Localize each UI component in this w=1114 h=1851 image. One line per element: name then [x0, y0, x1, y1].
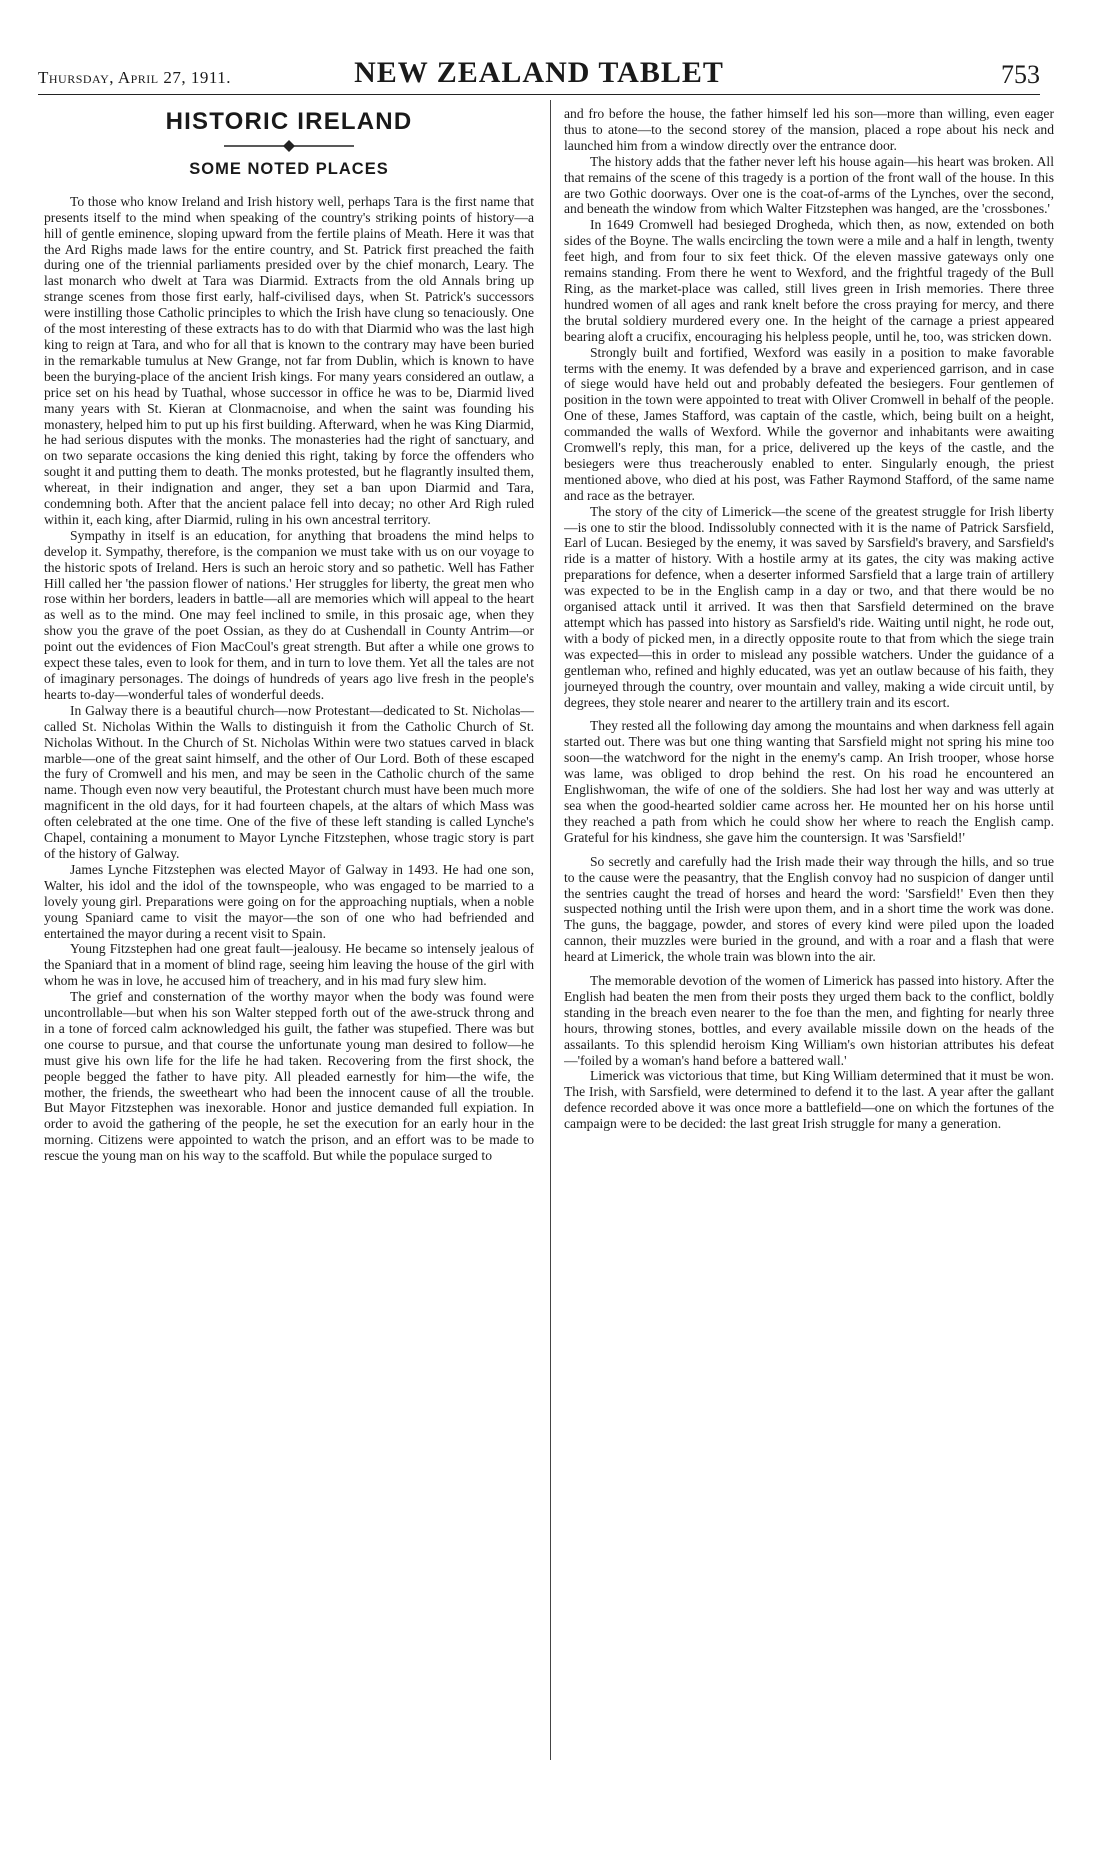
issue-date: Thursday, April 27, 1911.	[38, 68, 232, 87]
article-title: HISTORIC IRELAND	[165, 108, 413, 135]
paragraph: James Lynche Fitzstephen was elected Mayor of Galway in 1493. He had one son, Walter, his idol and the idol of the townspeople, who was engaged to be married to a lovely young girl. Preparations were going on for the approaching nuptials, when a noble young Spaniard came to visit the mayor—the son of one who had befriended and entertained the mayor during a recent visit to Spain.	[44, 861, 534, 941]
paragraph: Sympathy in itself is an education, for anything that broadens the mind helps to develop it. Sympathy, therefore, is the companion we must take with us on our voyage to the historic spots of Ireland. Hers is such an heroic story and so pathetic. Well has Father Hill called her 'the passion flower of nations.' Her struggles for liberty, the great men who rose within her borders, leaders in battle—all are memories which will appeal to the heart as well as to the mind. One may feel inclined to smile, in this prosaic age, when they show you the grave of the poet Ossian, as they do at Cushendall in County Antrim—or point out the evidences of Fion MacCoul's great strength. But after a while one grows to expect these tales, even to look for them, and in turn to love them. Yet all the tales are not of imaginary personages. The doings of hundreds of years ago live fresh in the people's hearts to-day—wonderful tales of wonderful deeds.	[44, 527, 534, 702]
paragraph: The memorable devotion of the women of Limerick has passed into history. After the English had beaten the men from their posts they urged them back to the conflict, boldly standing in the breach even nearer to the foe than the men, and fighting for nearly three hours, throwing stones, bottles, and every available missile down on the heads of the assailants. To this splendid heroism King William's own historian attributes his defeat—'foiled by a woman's hand before a battered wall.'	[564, 973, 1054, 1068]
paragraph: In 1649 Cromwell had besieged Drogheda, which then, as now, extended on both sides of the Boyne. The walls encircling the town were a mile and a half in length, twenty feet high, and from four to six feet thick. Of the eleven massive gateways only one remains standing. From there he went to Wexford, and the frightful tragedy of the Bull Ring, as the market-place was called, still lives green in Irish memories. There three hundred women of all ages and rank knelt before the cross praying for mercy, and there the brutal soldiery murdered every one. In the height of the carnage a priest appeared bearing aloft a crucifix, encouraging his helpless people, until he, too, was stricken down.	[564, 217, 1054, 344]
paragraph: To those who know Ireland and Irish history well, perhaps Tara is the first name that presents itself to the mind when speaking of the country's striking points of history—a hill of gentle eminence, sloping upward from the fertile plains of Meath. Here it was that the Ard Righs made laws for the entire country, and St. Patrick first preached the faith during one of the triennial parliaments presided over by the chief monarch, Leary. The last monarch who dwelt at Tara was Diarmid. Extracts from the old Annals bring up strange scenes from those first early, half-civilised days, when St. Patrick's successors were instilling those Catholic principles to which the Irish have clung so tenaciously. One of the most interesting of these extracts has to do with that Diarmid who was the last high king to reign at Tara, and who for all that is known to the contrary may have been buried in the remarkable tumulus at New Grange, not far from Dublin, which is known to have been the burying-place of the ancient Irish kings. For many years considered an outlaw, a price set on his head by Tuathal, whose successor in office he was to be, Diarmid lived many years with St. Kieran at Clonmacnoise, and when the saint was founding his monastery, helped him to put up his first building. Afterward, when he was King Diarmid, he had serious disputes with the monks. The monasteries had the right of sanctuary, and on two separate occasions the king denied this right, taking by force the offenders who sought it and putting them to death. The monks protested, but he flagrantly insulted them, whereat, in their indignation and anger, they set a ban upon Diarmid and Tara, condemning both. After that the ancient palace fell into decay; no other Ard Righ ruled within it, each king, after Diarmid, ruling in his own ancestral territory.	[44, 193, 534, 527]
publication-title: NEW ZEALAND TABLET	[354, 56, 724, 89]
left-column	[44, 104, 534, 1784]
paragraph: In Galway there is a beautiful church—now Protestant—dedicated to St. Nicholas—called St. Nicholas Within the Walls to distinguish it from the Catholic Church of St. Nicholas Without. In the Church of St. Nicholas Within were two statues carved in black marble—one of the great saint himself, and the other of Our Lord. Both of these escaped the fury of Cromwell and his men, and may be seen in the Catholic church of the same name. Though even now very beautiful, the Protestant church must have been much more magnificent in the old days, for it had fourteen chapels, at the altars of which Mass was often celebrated at the one time. One of the five of these left standing is called Lynche's Chapel, containing a monument to Mayor Lynche Fitzstephen, whose tragic story is part of the history of Galway.	[44, 702, 534, 861]
masthead-rule	[38, 94, 1040, 95]
paragraph: and fro before the house, the father himself led his son—more than willing, even eager thus to atone—to the second storey of the mansion, placed a rope about his neck and launched him from a window directly over the entrance door.	[564, 106, 1054, 153]
paragraph: Young Fitzstephen had one great fault—jealousy. He became so intensely jealous of the Spaniard that in a moment of blind rage, seeing him leaving the house of the girl with whom he was in love, he accused him of treachery, and in his mad fury slew him.	[44, 941, 534, 989]
masthead	[38, 54, 1040, 94]
page-number: 753	[1001, 60, 1040, 89]
paragraph: Strongly built and fortified, Wexford was easily in a position to make favorable terms with the enemy. It was defended by a brave and experienced garrison, and in case of siege would have held out and probably defeated the besiegers. Four gentlemen of position in the town were appointed to treat with Oliver Cromwell in behalf of the people. One of these, James Stafford, was captain of the castle, which, being built on a height, commanded the walls of Wexford. While the governor and inhabitants were awaiting Cromwell's reply, this man, for a price, delivered up the keys of the castle, and the besiegers were thus treacherously enabled to enter. Singularly enough, the priest mentioned above, who died at his post, was Father Raymond Stafford, of the same name and race as the betrayer.	[564, 344, 1054, 503]
title-ornament	[224, 138, 354, 154]
paragraph: They rested all the following day among the mountains and when darkness fell again started out. There was but one thing wanting that Sarsfield might not spring his mine too soon—the watchword for the night in the enemy's camp. An Irish trooper, whose horse was lame, was obliged to drop behind the rest. On his road he encountered an Englishwoman, the wife of one of the soldiers. She had lost her way and was utterly at sea when the good-hearted soldier came across her. He mounted her on his horse until they reached a path from which he could show her where to reach the English camp. Grateful for his kindness, she gave him the countersign. It was 'Sarsfield!'	[564, 718, 1054, 845]
column-divider	[550, 100, 551, 1760]
paragraph: So secretly and carefully had the Irish made their way through the hills, and so true to the cause were the peasantry, that the English convoy had no suspicion of danger until the sentries caught the tread of horses and heard the word: 'Sarsfield!' Even then they suspected nothing until the Irish were upon them, and in a short time the work was done. The guns, the baggage, powder, and stores of every kind were piled upon the loaded cannon, their muzzles were buried in the ground, and with a roar and a flash that were heard at Limerick, the whole train was blown into the air.	[564, 853, 1054, 965]
right-column	[564, 106, 1054, 1786]
paragraph: The grief and consternation of the worthy mayor when the body was found were uncontrollable—but when his son Walter stepped forth out of the awe-struck throng and in a tone of forced calm acknowledged his guilt, the father was stupefied. There was but one course to pursue, and that course the unfortunate young man desired to follow—he must give his own life for the life he had taken. Recovering from the first shock, the people begged the father to have pity. All pleaded earnestly for him—the wife, the mother, the friends, the sweetheart who had been the innocent cause of all the trouble. But Mayor Fitzstephen was inexorable. Honor and justice demanded full expiation. In order to avoid the gathering of the people, he set the execution for an early hour in the morning. Citizens were appointed to watch the prison, and an effort was to be made to rescue the young man on his way to the scaffold. But while the populace surged to	[44, 989, 534, 1164]
paragraph: Limerick was victorious that time, but King William determined that it must be won. The Irish, with Sarsfield, were determined to defend it to the last. A year after the gallant defence recorded above it was once more a battlefield—one on which the fortunes of the campaign were to be decided: the last great Irish struggle for many a generation.	[564, 1068, 1054, 1132]
paragraph: The history adds that the father never left his house again—his heart was broken. All that remains of the scene of this tragedy is a portion of the front wall of the house. In this are two Gothic doorways. Over one is the coat-of-arms of the Lynches, over the second, and beneath the window from which Walter Fitzstephen was hanged, are the 'crossbones.'	[564, 153, 1054, 217]
paragraph: The story of the city of Limerick—the scene of the greatest struggle for Irish liberty—is one to stir the blood. Indissolubly connected with it is the name of Patrick Sarsfield, Earl of Lucan. Besieged by the enemy, it was saved by Sarsfield's bravery, and Sarsfield's ride is a matter of history. With a hostile army at its gates, the city was making active preparations for defence, when a deserter informed Sarsfield that a large train of artillery was expected to be in the English camp in a day or two, and that there would be no organised attack until it arrived. It was then that Sarsfield determined on the brave attempt which has passed into history as Sarsfield's ride. Waiting until night, he rode out, with a body of picked men, in a directly opposite route to that from which the siege train was expected—this in order to mislead any possible watchers. Under the guidance of a gentleman who, refined and highly educated, was yet an outlaw because of his faith, they journeyed through the country, over mountain and valley, making a wide circuit until, by degrees, they stole nearer and nearer to the artillery train and its escort.	[564, 503, 1054, 710]
article-subtitle: SOME NOTED PLACES	[189, 159, 389, 178]
